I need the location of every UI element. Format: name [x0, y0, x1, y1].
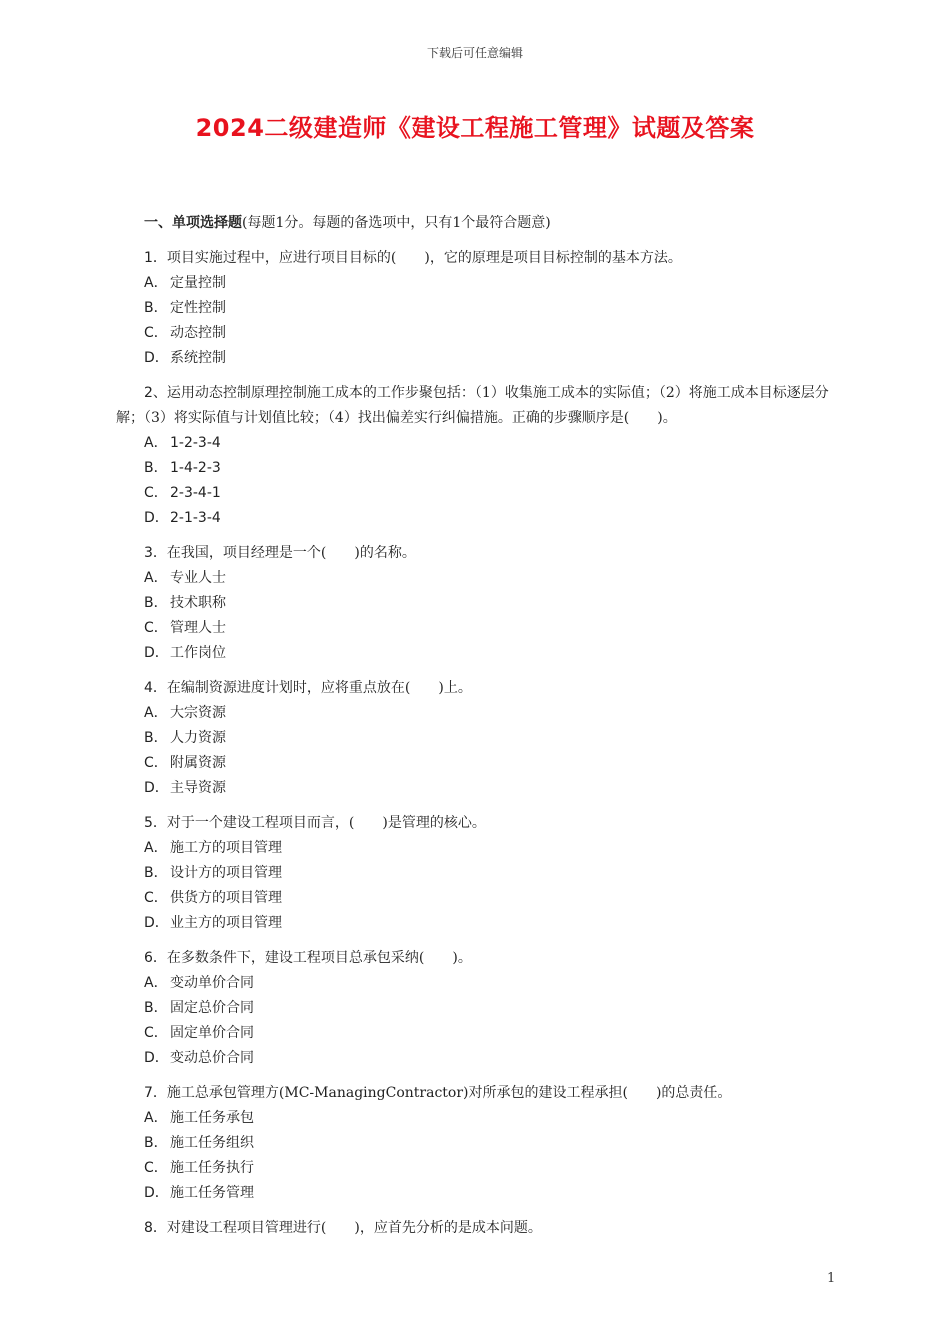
- option-letter: D．: [144, 915, 169, 931]
- option-letter: B．: [144, 865, 168, 881]
- option-text: 管理人士: [170, 620, 226, 636]
- question-item: [116, 381, 838, 531]
- section-label: 一、单项选择题: [144, 215, 242, 231]
- question-text: 项目实施过程中，应进行项目目标的( )，它的原理是项目目标控制的基本方法。: [166, 250, 682, 266]
- option-text: 施工任务执行: [170, 1160, 254, 1176]
- question-item: [116, 676, 838, 801]
- answer-option: [116, 726, 838, 751]
- option-text: 业主方的项目管理: [170, 915, 282, 931]
- option-text: 2-3-4-1: [170, 485, 221, 501]
- question-list: [116, 246, 838, 1251]
- option-text: 工作岗位: [170, 645, 226, 661]
- answer-option: [116, 776, 838, 801]
- question-item: [116, 246, 838, 371]
- answer-option: [116, 506, 838, 531]
- option-letter: C．: [144, 620, 168, 636]
- question-stem: [116, 946, 838, 971]
- question-item: [116, 811, 838, 936]
- option-text: 系统控制: [170, 350, 226, 366]
- answer-option: [116, 836, 838, 861]
- answer-option: [116, 971, 838, 996]
- question-number: 7．: [144, 1085, 167, 1101]
- question-text: 对建设工程项目管理进行( )，应首先分析的是成本问题。: [166, 1220, 542, 1236]
- question-text: 施工总承包管理方(MC-ManagingContractor)对所承包的建设工程承担( )的总责任。: [166, 1085, 732, 1101]
- option-letter: B．: [144, 1000, 168, 1016]
- option-letter: D．: [144, 1185, 169, 1201]
- option-letter: D．: [144, 510, 169, 526]
- option-letter: C．: [144, 485, 168, 501]
- option-text: 专业人士: [170, 570, 226, 586]
- option-text: 主导资源: [170, 780, 226, 796]
- option-text: 定性控制: [170, 300, 226, 316]
- option-text: 变动单价合同: [170, 975, 254, 991]
- option-text: 技术职称: [170, 595, 226, 611]
- option-letter: D．: [144, 780, 169, 796]
- answer-option: [116, 751, 838, 776]
- option-text: 大宗资源: [170, 705, 226, 721]
- answer-option: [116, 886, 838, 911]
- option-text: 定量控制: [170, 275, 226, 291]
- answer-option: [116, 431, 838, 456]
- question-stem: [116, 381, 838, 431]
- option-letter: B．: [144, 595, 168, 611]
- option-text: 固定总价合同: [170, 1000, 254, 1016]
- option-letter: C．: [144, 1160, 168, 1176]
- answer-option: [116, 1106, 838, 1131]
- option-text: 附属资源: [170, 755, 226, 771]
- question-stem: [116, 246, 838, 271]
- question-text: 对于一个建设工程项目而言，( )是管理的核心。: [166, 815, 486, 831]
- answer-option: [116, 701, 838, 726]
- question-number: 8．: [144, 1220, 167, 1236]
- option-text: 2-1-3-4: [170, 510, 221, 526]
- option-text: 1-2-3-4: [170, 435, 221, 451]
- section-note: (每题1分。每题的备选项中，只有1个最符合题意): [242, 215, 551, 231]
- question-number: 3．: [144, 545, 167, 561]
- question-stem: [116, 811, 838, 836]
- answer-option: [116, 996, 838, 1021]
- header-note: 下载后可任意编辑: [426, 46, 523, 60]
- option-letter: C．: [144, 1025, 168, 1041]
- answer-option: [116, 1046, 838, 1071]
- answer-option: [116, 911, 838, 936]
- option-letter: A．: [144, 570, 168, 586]
- option-text: 设计方的项目管理: [170, 865, 282, 881]
- answer-option: [116, 1021, 838, 1046]
- option-letter: B．: [144, 460, 168, 476]
- option-letter: C．: [144, 755, 168, 771]
- question-number: 2、: [144, 385, 167, 401]
- option-letter: A．: [144, 435, 168, 451]
- question-stem: [116, 676, 838, 701]
- question-text: 在多数条件下，建设工程项目总承包采纳( )。: [166, 950, 472, 966]
- answer-option: [116, 591, 838, 616]
- question-number: 4．: [144, 680, 167, 696]
- option-letter: A．: [144, 840, 168, 856]
- option-text: 施工任务管理: [170, 1185, 254, 1201]
- option-text: 施工方的项目管理: [170, 840, 282, 856]
- option-letter: C．: [144, 325, 168, 341]
- question-item: [116, 1216, 838, 1241]
- question-stem: [116, 1081, 838, 1106]
- option-letter: A．: [144, 1110, 168, 1126]
- page-number: 1: [827, 1271, 836, 1286]
- question-text: 运用动态控制原理控制施工成本的工作步聚包括：（1）收集施工成本的实际值；（2）将施工成本目标逐层分解；（3）将实际值与计划值比较；（4）找出偏差实行纠偏措施。正确的步骤顺序是( )。: [116, 385, 829, 426]
- answer-option: [116, 641, 838, 666]
- answer-option: [116, 346, 838, 371]
- option-text: 变动总价合同: [170, 1050, 254, 1066]
- question-text: 在我国，项目经理是一个( )的名称。: [166, 545, 416, 561]
- question-item: [116, 1081, 838, 1206]
- option-letter: C．: [144, 890, 168, 906]
- option-text: 施工任务承包: [170, 1110, 254, 1126]
- option-letter: D．: [144, 1050, 169, 1066]
- answer-option: [116, 616, 838, 641]
- option-letter: A．: [144, 975, 168, 991]
- option-text: 人力资源: [170, 730, 226, 746]
- answer-option: [116, 1156, 838, 1181]
- option-text: 固定单价合同: [170, 1025, 254, 1041]
- question-item: [116, 541, 838, 666]
- option-text: 动态控制: [170, 325, 226, 341]
- answer-option: [116, 456, 838, 481]
- option-letter: B．: [144, 1135, 168, 1151]
- answer-option: [116, 566, 838, 591]
- section-heading: [144, 212, 551, 232]
- answer-option: [116, 321, 838, 346]
- option-letter: B．: [144, 730, 168, 746]
- question-number: 5．: [144, 815, 167, 831]
- answer-option: [116, 296, 838, 321]
- option-text: 1-4-2-3: [170, 460, 221, 476]
- answer-option: [116, 1181, 838, 1206]
- option-letter: D．: [144, 645, 169, 661]
- answer-option: [116, 481, 838, 506]
- option-text: 施工任务组织: [170, 1135, 254, 1151]
- question-number: 6．: [144, 950, 167, 966]
- answer-option: [116, 1131, 838, 1156]
- question-text: 在编制资源进度计划时，应将重点放在( )上。: [166, 680, 472, 696]
- option-letter: A．: [144, 275, 168, 291]
- option-letter: A．: [144, 705, 168, 721]
- option-text: 供货方的项目管理: [170, 890, 282, 906]
- option-letter: B．: [144, 300, 168, 316]
- question-stem: [116, 1216, 838, 1241]
- answer-option: [116, 861, 838, 886]
- option-letter: D．: [144, 350, 169, 366]
- answer-option: [116, 271, 838, 296]
- question-stem: [116, 541, 838, 566]
- question-number: 1．: [144, 250, 167, 266]
- question-item: [116, 946, 838, 1071]
- document-title: 2024二级建造师《建设工程施工管理》试题及答案: [195, 114, 755, 142]
